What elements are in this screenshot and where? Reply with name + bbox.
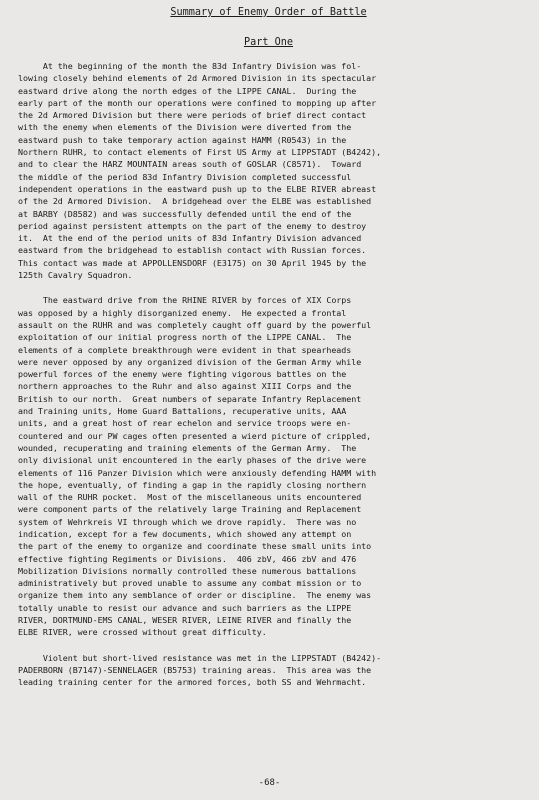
text-line: effective fighting Regiments or Divisions. 406 zbV, 466 zbV and 476 <box>18 553 357 564</box>
text-line: eastward from the bridgehead to establish contact with Russian forces. <box>18 245 367 256</box>
text-line: were component parts of the relatively large Training and Replacement <box>18 504 362 515</box>
text-line: only divisional unit encountered in the early phases of the drive were <box>18 455 367 466</box>
text-line: the 2d Armored Division but there were periods of brief direct contact <box>18 110 367 121</box>
text-line: The eastward drive from the RHINE RIVER by forces of XIX Corps <box>18 295 352 306</box>
text-line: countered and our PW cages often presented a wierd picture of crippled, <box>18 430 372 441</box>
text-line: Northern RUHR, to contact elements of First US Army at LIPPSTADT (B4242), <box>18 147 382 158</box>
text-line: indication, except for a few documents, which showed any attempt on <box>18 528 352 539</box>
text-line: This contact was made at APPOLLENSDORF (E3175) on 30 April 1945 by the <box>18 257 367 268</box>
text-line: elements of a complete breakthrough were evident in that spearheads <box>18 344 352 355</box>
part-heading: Part One <box>243 37 294 48</box>
text-line: independent operations in the eastward push up to the ELBE RIVER abreast <box>18 183 377 194</box>
text-line: 125th Cavalry Squadron. <box>18 270 133 281</box>
text-line: the middle of the period 83d Infantry Division completed successful <box>18 171 352 182</box>
text-line: Violent but short-lived resistance was met in the LIPPSTADT (B4242)- <box>18 652 382 663</box>
text-line: it. At the end of the period units of 83d Infantry Division advanced <box>18 233 362 244</box>
text-line: units, and a great host of rear echelon and service troops were en- <box>18 418 352 429</box>
paragraph-spacer <box>18 281 519 294</box>
text-line: and Training units, Home Guard Battalions, recuperative units, AAA <box>18 406 347 417</box>
text-line: system of Wehrkreis VI through which we drove rapidly. There was no <box>18 516 357 527</box>
paragraph-1 <box>18 60 519 281</box>
text-line: administratively but proved unable to assume any combat mission or to <box>18 578 362 589</box>
text-line: eastward drive along the north edges of the LIPPE CANAL. During the <box>18 85 357 96</box>
text-line: leading training center for the armored forces, both SS and Wehrmacht. <box>18 677 367 688</box>
text-line: was opposed by a highly disorganized enemy. He expected a frontal <box>18 307 347 318</box>
text-line: ELBE RIVER, were crossed without great difficulty. <box>18 627 267 638</box>
text-line: RIVER, DORTMUND-EMS CANAL, WESER RIVER, LEINE RIVER and finally the <box>18 615 352 626</box>
text-line: were never opposed by any organized division of the German Army while <box>18 356 362 367</box>
text-line: at BARBY (D8582) and was successfully defended until the end of the <box>18 208 352 219</box>
text-line: early part of the month our operations were confined to mopping up after <box>18 97 377 108</box>
text-line: wounded, recuperating and training elements of the German Army. The <box>18 442 357 453</box>
text-line: British to our north. Great numbers of separate Infantry Replacement <box>18 393 362 404</box>
text-line: At the beginning of the month the 83d Infantry Division was fol- <box>18 61 362 71</box>
text-line: with the enemy when elements of the Division were diverted from the <box>18 122 352 133</box>
text-line: Mobilization Divisions normally controlled these numerous battalions <box>18 565 357 576</box>
text-line: northern approaches to the Ruhr and also against XIII Corps and the <box>18 381 352 392</box>
text-line: wall of the RUHR pocket. Most of the miscellaneous units encountered <box>18 492 362 503</box>
paragraph-3 <box>18 652 519 689</box>
text-line: the hope, eventually, of finding a gap in the rapidly closing northern <box>18 479 367 490</box>
text-line: assault on the RUHR and was completely caught off guard by the powerful <box>18 319 372 330</box>
paragraph-spacer <box>18 639 519 652</box>
text-line: exploitation of our initial progress north of the LIPPE CANAL. The <box>18 332 352 343</box>
text-line: of the 2d Armored Division. A bridgehead over the ELBE was established <box>18 196 372 207</box>
text-line: organize them into any semblance of order or discipline. The enemy was <box>18 590 372 601</box>
text-line: period against persistent attempts on the part of the enemy to destroy <box>18 220 367 231</box>
text-line: powerful forces of the enemy were fighting vigorous battles on the <box>18 369 347 380</box>
document-title: Summary of Enemy Order of Battle <box>170 7 367 18</box>
text-line: and to clear the HARZ MOUNTAIN areas south of GOSLAR (C8571). Toward <box>18 159 362 170</box>
text-line: the part of the enemy to organize and coordinate these small units into <box>18 541 372 552</box>
text-line: lowing closely behind elements of 2d Armored Division in its spectacular <box>18 73 377 84</box>
text-line: elements of 116 Panzer Division which were anxiously defending HAMM with <box>18 467 377 478</box>
page-number: -68- <box>258 778 281 788</box>
paragraph-2 <box>18 294 519 638</box>
text-line: eastward push to take temporary action against HAMM (R0543) in the <box>18 134 347 145</box>
text-line: PADERBORN (B7147)-SENNELAGER (B5753) training areas. This area was the <box>18 664 372 675</box>
text-line: totally unable to resist our advance and such barriers as the LIPPE <box>18 602 352 613</box>
